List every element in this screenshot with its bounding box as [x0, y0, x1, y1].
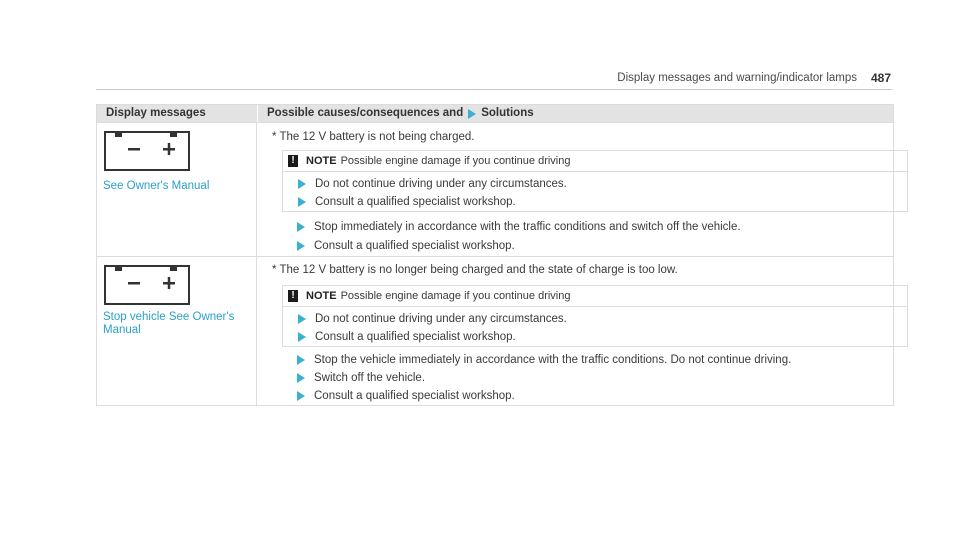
note-step-text: Do not continue driving under any circumstances. [315, 313, 567, 325]
arrow-right-icon [297, 373, 305, 383]
arrow-right-icon [298, 197, 306, 207]
col-header-solutions-label: Solutions [481, 107, 534, 119]
header-rule [96, 89, 892, 90]
note-header [283, 286, 907, 307]
table-row [97, 122, 893, 256]
note-step-text: Consult a qualified specialist workshop. [315, 196, 516, 208]
note-box [282, 150, 908, 212]
note-header [283, 151, 907, 172]
note-step-text: Consult a qualified specialist workshop. [315, 331, 516, 343]
arrow-right-icon [298, 332, 306, 342]
solution-step-text: Consult a qualified specialist workshop. [314, 390, 515, 402]
note-step [298, 331, 516, 343]
solution-step [297, 240, 515, 252]
cause-text: * The 12 V battery is not being charged. [272, 131, 475, 143]
solution-step-text: Stop immediately in accordance with the traffic conditions and switch off the vehicle. [314, 221, 741, 233]
note-step [298, 313, 567, 325]
table-header [97, 105, 893, 122]
solution-step-text: Consult a qualified specialist workshop. [314, 240, 515, 252]
warning-icon: ! [288, 290, 298, 302]
arrow-right-icon [468, 109, 476, 119]
note-step-text: Do not continue driving under any circumstances. [315, 178, 567, 190]
solution-cell [257, 257, 893, 405]
page-number: 487 [870, 71, 891, 85]
arrow-right-icon [297, 222, 305, 232]
cause-text: * The 12 V battery is no longer being charged and the state of charge is too low. [272, 264, 678, 276]
note-box [282, 285, 908, 347]
note-text: Possible engine damage if you continue driving [340, 155, 571, 167]
message-link[interactable]: See Owner's Manual [103, 180, 210, 192]
col-header-causes-label: Possible causes/consequences and [267, 107, 464, 119]
solution-step [297, 354, 791, 366]
arrow-right-icon [297, 355, 305, 365]
warning-icon: ! [288, 155, 298, 167]
battery-icon [104, 265, 190, 305]
solution-step-text: Stop the vehicle immediately in accordance with the traffic conditions. Do not continue driving. [314, 354, 792, 366]
solution-step [297, 390, 515, 402]
running-title: Display messages and warning/indicator lamps [617, 72, 857, 84]
message-cell [97, 123, 257, 256]
arrow-right-icon [297, 241, 305, 251]
note-step [298, 196, 516, 208]
solution-step-text: Switch off the vehicle. [314, 372, 426, 384]
arrow-right-icon [298, 179, 306, 189]
note-text: Possible engine damage if you continue driving [340, 290, 571, 302]
table-row [97, 256, 893, 405]
arrow-right-icon [298, 314, 306, 324]
message-link[interactable]: Stop vehicle See Owner's Manual [103, 311, 235, 336]
note-label: NOTE [306, 155, 337, 167]
solution-step [297, 221, 741, 233]
battery-icon [104, 131, 190, 171]
col-header-solutions [257, 105, 893, 122]
note-label: NOTE [306, 290, 337, 302]
arrow-right-icon [297, 391, 305, 401]
col-header-display-messages: Display messages [106, 107, 206, 119]
display-messages-table [96, 104, 894, 406]
note-step [298, 178, 567, 190]
solution-cell [257, 123, 893, 256]
message-cell [97, 257, 257, 405]
solution-step [297, 372, 425, 384]
